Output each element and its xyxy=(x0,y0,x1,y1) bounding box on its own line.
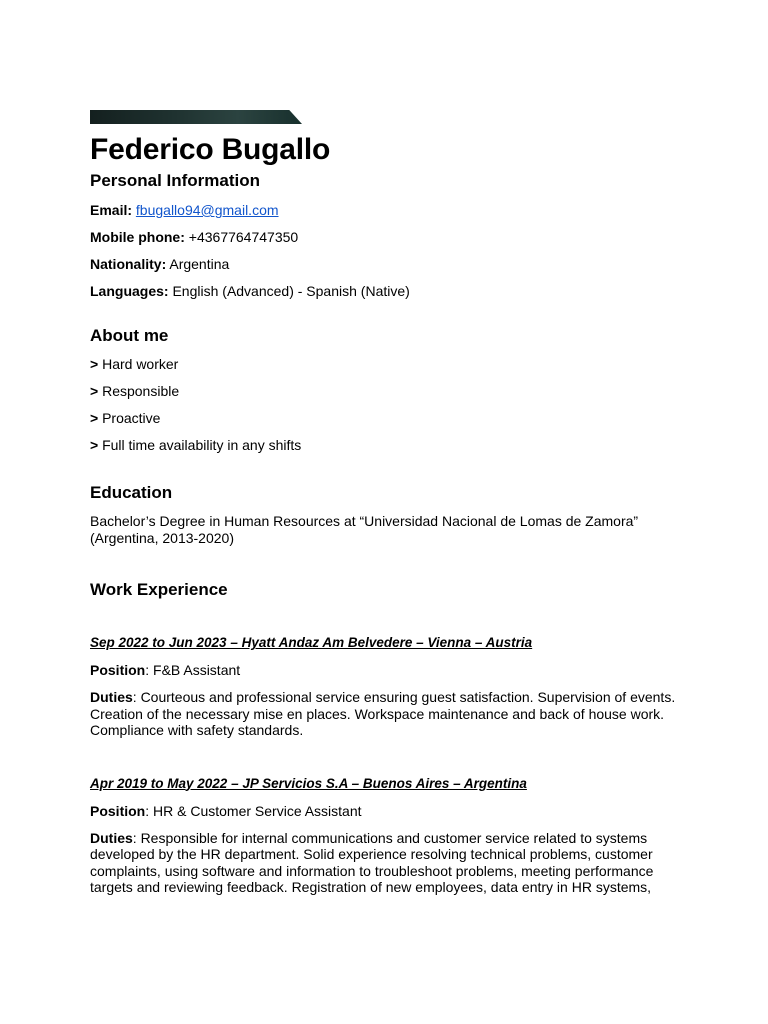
duties-line: complaints, using software and information to troubleshoot problems, meeting performance xyxy=(90,862,654,879)
header-banner-image xyxy=(90,110,302,124)
email-label: Email: xyxy=(90,202,133,218)
personal-info-heading: Personal Information xyxy=(90,171,261,190)
nationality-line xyxy=(90,256,680,273)
nationality-value: Argentina xyxy=(169,256,230,272)
languages-label: Languages: xyxy=(90,283,169,299)
bullet-marker: > xyxy=(90,409,99,426)
job-title: Sep 2022 to Jun 2023 – Hyatt Andaz Am Belvedere – Vienna – Austria xyxy=(90,635,533,650)
education-line: Bachelor’s Degree in Human Resources at “Universidad Nacional de Lomas de Zamora” xyxy=(90,513,639,529)
education-line: (Argentina, 2013-2020) xyxy=(90,529,234,546)
bullet-marker: > xyxy=(90,355,99,372)
about-item xyxy=(90,383,680,400)
position-label: Position xyxy=(90,662,146,678)
about-item-text: Hard worker xyxy=(102,355,179,372)
position-line xyxy=(90,662,680,679)
about-item-text: Responsible xyxy=(102,382,180,399)
position-line xyxy=(90,803,680,820)
duties-line: Compliance with safety standards. xyxy=(90,722,304,738)
duties-line: developed by the HR department. Solid experience resolving technical problems, customer xyxy=(90,846,653,862)
duties-text: : Responsible for internal communications and customer service related to systems xyxy=(132,829,648,846)
position-label: Position xyxy=(90,802,146,819)
job-title: Apr 2019 to May 2022 – JP Servicios S.A – Buenos Aires – Argentina xyxy=(90,775,527,791)
education-heading: Education xyxy=(90,483,173,502)
about-item-text: Full time availability in any shifts xyxy=(102,436,302,453)
duties-label: Duties xyxy=(90,829,133,846)
about-item-text: Proactive xyxy=(102,409,161,426)
position-value: : F&B Assistant xyxy=(145,662,241,678)
work-heading: Work Experience xyxy=(90,580,228,599)
bullet-marker: > xyxy=(90,382,99,399)
about-item xyxy=(90,410,680,427)
resume-content xyxy=(90,132,680,896)
about-item xyxy=(90,437,680,454)
duties-line: Creation of the necessary mise en places. Workspace maintenance and back of house work. xyxy=(90,705,665,722)
languages-value: English (Advanced) - Spanish (Native) xyxy=(172,283,410,299)
position-value: : HR & Customer Service Assistant xyxy=(145,802,362,819)
duties-line xyxy=(90,689,680,706)
phone-label: Mobile phone: xyxy=(90,229,185,245)
nationality-label: Nationality: xyxy=(90,256,167,272)
duties-line: targets and reviewing feedback. Registration of new employees, data entry in HR systems, xyxy=(90,879,652,895)
email-line xyxy=(90,202,680,219)
phone-line xyxy=(90,229,680,246)
email-link[interactable]: fbugallo94@gmail.com xyxy=(135,202,279,218)
candidate-name: Federico Bugallo xyxy=(90,133,331,166)
duties-line xyxy=(90,830,680,847)
about-heading: About me xyxy=(90,325,169,345)
duties-label: Duties xyxy=(90,689,133,705)
languages-line xyxy=(90,283,680,300)
bullet-marker: > xyxy=(90,436,99,453)
phone-value: +4367764747350 xyxy=(188,229,299,245)
duties-text: : Courteous and professional service ensuring guest satisfaction. Supervision of events. xyxy=(132,689,676,705)
about-item xyxy=(90,356,680,373)
